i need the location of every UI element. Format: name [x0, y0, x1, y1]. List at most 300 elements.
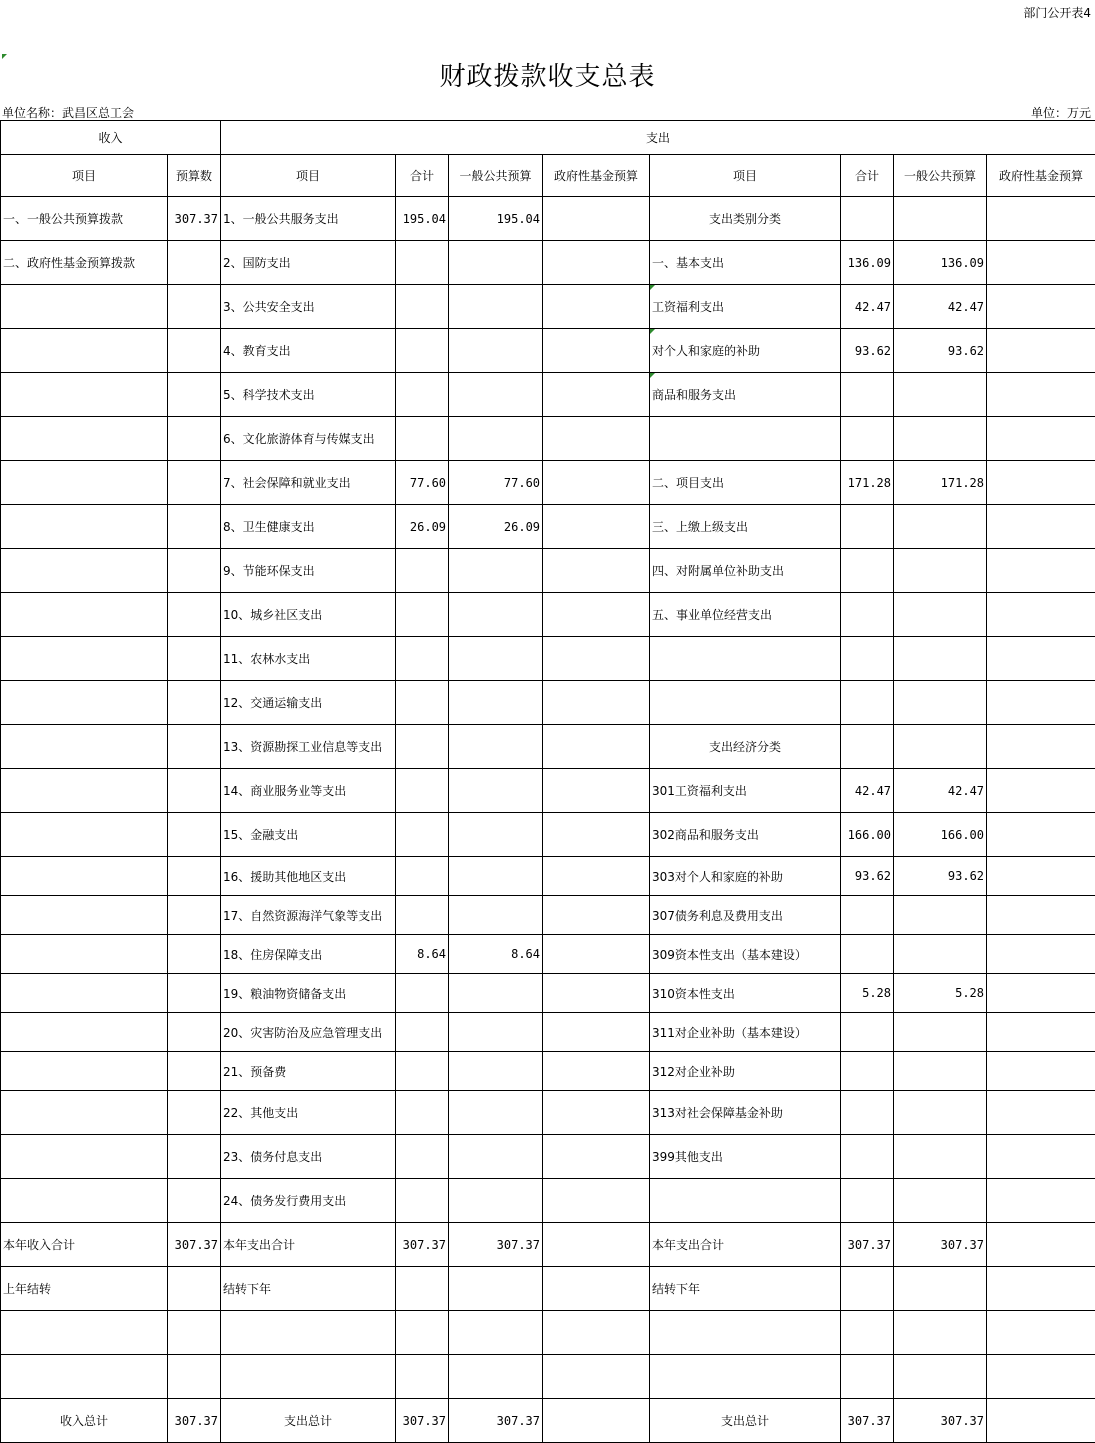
table-cell [1, 1311, 168, 1355]
table-row [1, 1223, 1095, 1267]
table-row [1, 896, 1095, 935]
table-cell: 93.62 [894, 857, 987, 896]
table-cell [543, 549, 650, 593]
table-cell [543, 935, 650, 974]
table-cell [1, 857, 168, 896]
table-cell [841, 417, 894, 461]
table-cell [221, 1355, 396, 1399]
table-cell: 307.37 [449, 1223, 543, 1267]
table-cell: 307.37 [168, 197, 221, 241]
table-cell [543, 417, 650, 461]
unit-name-label: 单位名称：武昌区总工会 [2, 104, 134, 121]
table-cell: 93.62 [894, 329, 987, 373]
col-expense-item: 项目 [221, 155, 396, 197]
table-cell [221, 1311, 396, 1355]
table-cell [987, 896, 1095, 935]
table-cell: 18、住房保障支出 [221, 935, 396, 974]
table-cell [1, 285, 168, 329]
table-cell [396, 1179, 449, 1223]
table-cell [1, 725, 168, 769]
table-cell: 5、科学技术支出 [221, 373, 396, 417]
table-cell [449, 769, 543, 813]
cell-comment-marker [650, 285, 655, 290]
table-cell [396, 329, 449, 373]
table-cell [987, 1311, 1095, 1355]
table-cell: 1、一般公共服务支出 [221, 197, 396, 241]
table-cell: 商品和服务支出 [650, 373, 841, 417]
table-cell [168, 1135, 221, 1179]
table-cell [987, 1013, 1095, 1052]
table-cell [168, 241, 221, 285]
table-cell [449, 857, 543, 896]
table-cell [543, 1267, 650, 1311]
table-cell [987, 241, 1095, 285]
table-cell: 307.37 [168, 1223, 221, 1267]
table-cell [543, 857, 650, 896]
table-cell [841, 1052, 894, 1091]
table-cell [449, 1311, 543, 1355]
table-number-label: 部门公开表4 [1023, 4, 1091, 21]
table-cell: 310资本性支出 [650, 974, 841, 1013]
table-cell [168, 549, 221, 593]
table-cell: 4、教育支出 [221, 329, 396, 373]
table-cell [841, 1355, 894, 1399]
table-cell [396, 417, 449, 461]
table-cell [449, 813, 543, 857]
table-cell: 307.37 [396, 1399, 449, 1443]
table-cell [894, 549, 987, 593]
table-row [1, 1355, 1095, 1399]
table-cell [650, 1355, 841, 1399]
table-cell: 14、商业服务业等支出 [221, 769, 396, 813]
table-cell: 26.09 [449, 505, 543, 549]
table-row [1, 549, 1095, 593]
table-cell: 301工资福利支出 [650, 769, 841, 813]
table-cell [543, 285, 650, 329]
table-cell [396, 285, 449, 329]
table-row [1, 1267, 1095, 1311]
table-cell: 9、节能环保支出 [221, 549, 396, 593]
table-row [1, 857, 1095, 896]
table-cell [894, 1091, 987, 1135]
table-cell [894, 1267, 987, 1311]
table-cell [543, 1013, 650, 1052]
table-cell [841, 1091, 894, 1135]
table-cell [168, 1355, 221, 1399]
table-cell [987, 725, 1095, 769]
table-cell [168, 1267, 221, 1311]
table-cell: 307.37 [396, 1223, 449, 1267]
table-cell [894, 1355, 987, 1399]
table-cell [650, 637, 841, 681]
table-cell [168, 417, 221, 461]
table-cell: 195.04 [396, 197, 449, 241]
cell-comment-marker [650, 373, 655, 378]
table-cell: 11、农林水支出 [221, 637, 396, 681]
table-cell [168, 1091, 221, 1135]
table-cell: 312对企业补助 [650, 1052, 841, 1091]
table-cell [1, 1179, 168, 1223]
table-cell [894, 725, 987, 769]
table-row [1, 373, 1095, 417]
table-cell [987, 197, 1095, 241]
table-cell [168, 1179, 221, 1223]
table-cell [543, 1355, 650, 1399]
table-row [1, 974, 1095, 1013]
col-income-budget: 预算数 [168, 155, 221, 197]
table-cell [449, 1267, 543, 1311]
table-cell: 19、粮油物资储备支出 [221, 974, 396, 1013]
table-cell [894, 1135, 987, 1179]
table-cell: 20、灾害防治及应急管理支出 [221, 1013, 396, 1052]
table-cell [168, 637, 221, 681]
table-cell [543, 1399, 650, 1443]
table-cell: 307.37 [841, 1223, 894, 1267]
table-row [1, 1013, 1095, 1052]
table-row [1, 285, 1095, 329]
col-expense-fund: 政府性基金预算 [543, 155, 650, 197]
currency-unit-label: 单位：万元 [1031, 104, 1091, 121]
table-cell [449, 681, 543, 725]
col-expense-total: 合计 [396, 155, 449, 197]
table-cell: 上年结转 [1, 1267, 168, 1311]
table-cell [1, 373, 168, 417]
table-cell [987, 549, 1095, 593]
table-cell: 26.09 [396, 505, 449, 549]
table-cell [841, 1013, 894, 1052]
table-cell [987, 505, 1095, 549]
table-cell [894, 1013, 987, 1052]
table-cell: 对个人和家庭的补助 [650, 329, 841, 373]
table-cell: 2、国防支出 [221, 241, 396, 285]
table-cell: 13、资源勘探工业信息等支出 [221, 725, 396, 769]
table-cell [1, 329, 168, 373]
table-cell [449, 417, 543, 461]
table-row [1, 935, 1095, 974]
table-cell [987, 1399, 1095, 1443]
table-cell: 支出总计 [221, 1399, 396, 1443]
table-cell: 22、其他支出 [221, 1091, 396, 1135]
table-cell [987, 1135, 1095, 1179]
table-cell: 136.09 [841, 241, 894, 285]
table-row [1, 593, 1095, 637]
table-cell: 311对企业补助（基本建设） [650, 1013, 841, 1052]
table-cell [1, 461, 168, 505]
table-cell [168, 974, 221, 1013]
table-cell: 支出总计 [650, 1399, 841, 1443]
table-cell [396, 974, 449, 1013]
table-cell: 17、自然资源海洋气象等支出 [221, 896, 396, 935]
table-cell: 16、援助其他地区支出 [221, 857, 396, 896]
table-cell: 结转下年 [221, 1267, 396, 1311]
table-cell [987, 1091, 1095, 1135]
table-cell [987, 373, 1095, 417]
table-row [1, 329, 1095, 373]
table-cell [449, 329, 543, 373]
table-cell [841, 681, 894, 725]
table-row [1, 1091, 1095, 1135]
table-cell [1, 593, 168, 637]
table-cell [396, 637, 449, 681]
table-cell [894, 373, 987, 417]
table-cell: 303对个人和家庭的补助 [650, 857, 841, 896]
table-cell: 二、政府性基金预算拨款 [1, 241, 168, 285]
table-cell: 6、文化旅游体育与传媒支出 [221, 417, 396, 461]
table-cell [168, 285, 221, 329]
table-cell [650, 681, 841, 725]
table-cell [168, 329, 221, 373]
col-expense-general: 一般公共预算 [449, 155, 543, 197]
table-cell [396, 1013, 449, 1052]
table-cell [987, 974, 1095, 1013]
table-cell: 5.28 [894, 974, 987, 1013]
table-cell: 工资福利支出 [650, 285, 841, 329]
table-cell: 21、预备费 [221, 1052, 396, 1091]
table-cell: 四、对附属单位补助支出 [650, 549, 841, 593]
table-cell [396, 241, 449, 285]
table-cell [894, 1179, 987, 1223]
table-cell: 136.09 [894, 241, 987, 285]
table-cell [987, 857, 1095, 896]
table-cell: 171.28 [841, 461, 894, 505]
income-header: 收入 [1, 121, 221, 155]
table-cell [1, 505, 168, 549]
table-cell [543, 1311, 650, 1355]
table-cell [543, 681, 650, 725]
col-class-general: 一般公共预算 [894, 155, 987, 197]
table-cell [543, 505, 650, 549]
table-cell [987, 1267, 1095, 1311]
table-cell [543, 1135, 650, 1179]
table-cell [1, 1052, 168, 1091]
table-cell [987, 1223, 1095, 1267]
table-cell [168, 935, 221, 974]
table-cell [841, 637, 894, 681]
table-cell: 166.00 [894, 813, 987, 857]
table-cell [650, 1311, 841, 1355]
table-cell [841, 549, 894, 593]
table-row [1, 1311, 1095, 1355]
table-cell: 307.37 [841, 1399, 894, 1443]
table-cell [543, 1052, 650, 1091]
table-cell: 二、项目支出 [650, 461, 841, 505]
table-cell [841, 896, 894, 935]
table-cell: 309资本性支出（基本建设） [650, 935, 841, 974]
table-cell [396, 769, 449, 813]
table-cell [396, 593, 449, 637]
table-row [1, 461, 1095, 505]
table-cell [168, 857, 221, 896]
table-cell: 77.60 [396, 461, 449, 505]
table-cell [449, 1355, 543, 1399]
table-cell [894, 417, 987, 461]
page-title: 财政拨款收支总表 [0, 56, 1095, 93]
table-cell [543, 813, 650, 857]
table-cell [841, 1267, 894, 1311]
cell-comment-marker [650, 329, 655, 334]
table-row [1, 197, 1095, 241]
table-cell: 15、金融支出 [221, 813, 396, 857]
table-cell [894, 637, 987, 681]
table-row [1, 1135, 1095, 1179]
table-cell [168, 896, 221, 935]
table-cell [894, 505, 987, 549]
table-cell [987, 417, 1095, 461]
table-cell [987, 285, 1095, 329]
table-row [1, 505, 1095, 549]
col-class-item: 项目 [650, 155, 841, 197]
table-cell [396, 857, 449, 896]
table-cell [449, 241, 543, 285]
table-cell [168, 769, 221, 813]
table-cell [894, 1311, 987, 1355]
header-row-section [1, 121, 1095, 155]
table-row [1, 681, 1095, 725]
table-cell [543, 725, 650, 769]
table-cell [1, 935, 168, 974]
table-cell [841, 725, 894, 769]
table-row [1, 1179, 1095, 1223]
table-cell [168, 461, 221, 505]
table-cell [449, 285, 543, 329]
table-cell [168, 813, 221, 857]
table-cell [841, 505, 894, 549]
table-cell: 93.62 [841, 857, 894, 896]
table-cell [1, 813, 168, 857]
table-cell: 支出经济分类 [650, 725, 841, 769]
table-cell: 3、公共安全支出 [221, 285, 396, 329]
table-cell [396, 896, 449, 935]
table-cell: 24、债务发行费用支出 [221, 1179, 396, 1223]
col-income-item: 项目 [1, 155, 168, 197]
table-cell [168, 1311, 221, 1355]
table-cell: 77.60 [449, 461, 543, 505]
table-cell: 支出类别分类 [650, 197, 841, 241]
table-cell [1, 896, 168, 935]
table-cell: 一、一般公共预算拨款 [1, 197, 168, 241]
table-cell [841, 1135, 894, 1179]
table-cell [168, 1013, 221, 1052]
table-cell [396, 373, 449, 417]
table-cell [841, 373, 894, 417]
table-cell [396, 1267, 449, 1311]
table-cell [543, 1179, 650, 1223]
table-cell [396, 1355, 449, 1399]
table-cell [543, 637, 650, 681]
table-cell [1, 1091, 168, 1135]
budget-summary-table [0, 120, 1095, 1443]
table-cell: 42.47 [894, 285, 987, 329]
table-cell: 42.47 [894, 769, 987, 813]
table-cell [543, 373, 650, 417]
table-row [1, 417, 1095, 461]
table-cell [543, 241, 650, 285]
table-cell [168, 505, 221, 549]
table-cell [449, 373, 543, 417]
table-cell: 307.37 [894, 1399, 987, 1443]
table-cell [1, 1013, 168, 1052]
table-cell: 195.04 [449, 197, 543, 241]
table-cell [449, 549, 543, 593]
table-cell [1, 1135, 168, 1179]
table-cell: 本年收入合计 [1, 1223, 168, 1267]
table-cell [168, 373, 221, 417]
table-cell [543, 896, 650, 935]
table-cell [543, 974, 650, 1013]
table-cell [1, 637, 168, 681]
table-cell [396, 1311, 449, 1355]
table-cell: 23、债务付息支出 [221, 1135, 396, 1179]
table-cell [1, 1355, 168, 1399]
table-cell: 8、卫生健康支出 [221, 505, 396, 549]
table-cell [449, 1091, 543, 1135]
table-cell [841, 1311, 894, 1355]
table-cell [449, 725, 543, 769]
table-cell [987, 461, 1095, 505]
table-cell [449, 974, 543, 1013]
table-row [1, 725, 1095, 769]
table-cell [987, 593, 1095, 637]
table-cell [396, 1052, 449, 1091]
table-cell [168, 681, 221, 725]
table-row [1, 1399, 1095, 1443]
table-row [1, 1052, 1095, 1091]
table-row [1, 769, 1095, 813]
table-cell [449, 1013, 543, 1052]
table-cell [1, 769, 168, 813]
table-cell [894, 593, 987, 637]
table-cell [168, 725, 221, 769]
table-cell [841, 197, 894, 241]
table-row [1, 637, 1095, 681]
table-cell [396, 1091, 449, 1135]
table-cell [841, 935, 894, 974]
table-cell: 8.64 [449, 935, 543, 974]
table-cell [987, 329, 1095, 373]
table-cell [1, 549, 168, 593]
table-cell [449, 637, 543, 681]
table-row [1, 813, 1095, 857]
table-cell [449, 1135, 543, 1179]
table-cell [543, 329, 650, 373]
table-cell [449, 1179, 543, 1223]
table-cell [168, 1052, 221, 1091]
table-cell [894, 896, 987, 935]
table-cell [1, 974, 168, 1013]
table-cell [1, 417, 168, 461]
col-class-total: 合计 [841, 155, 894, 197]
table-cell [396, 681, 449, 725]
table-cell [396, 1135, 449, 1179]
table-cell: 307债务利息及费用支出 [650, 896, 841, 935]
table-cell [449, 896, 543, 935]
table-cell: 307.37 [894, 1223, 987, 1267]
table-cell [1, 681, 168, 725]
table-cell [650, 417, 841, 461]
table-cell [987, 681, 1095, 725]
table-cell: 307.37 [449, 1399, 543, 1443]
table-cell [449, 1052, 543, 1091]
table-cell [987, 769, 1095, 813]
table-cell: 313对社会保障基金补助 [650, 1091, 841, 1135]
table-cell [841, 1179, 894, 1223]
table-cell: 171.28 [894, 461, 987, 505]
table-cell: 93.62 [841, 329, 894, 373]
table-cell: 8.64 [396, 935, 449, 974]
table-cell: 10、城乡社区支出 [221, 593, 396, 637]
table-cell [987, 935, 1095, 974]
table-cell [543, 197, 650, 241]
